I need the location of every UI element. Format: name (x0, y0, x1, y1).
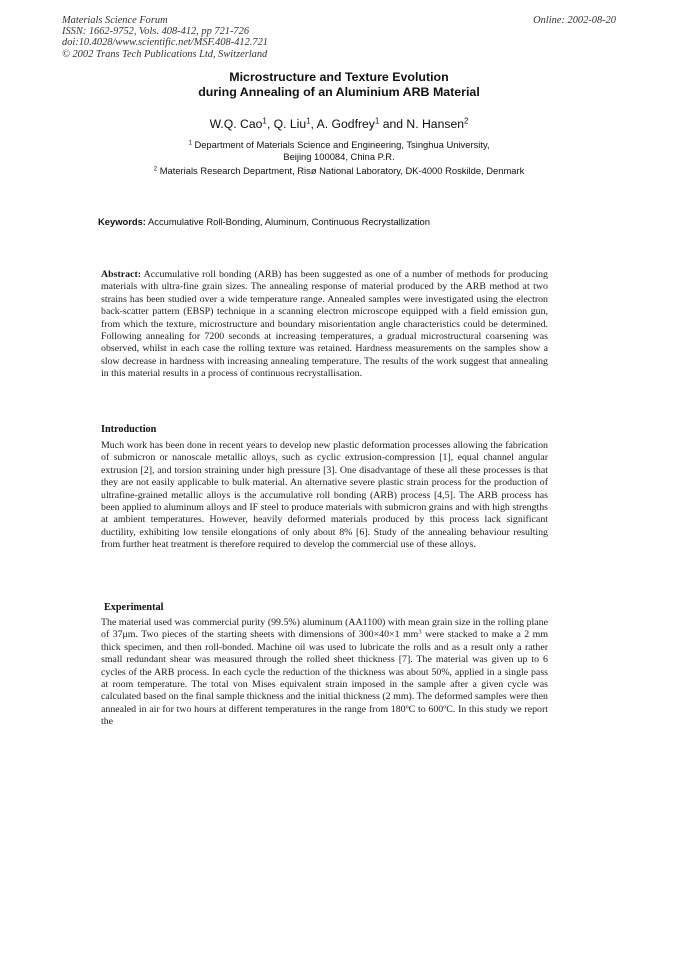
keywords-text: Accumulative Roll-Bonding, Aluminum, Continuous Recrystallization (145, 216, 430, 227)
author-name: Q. Liu (273, 117, 307, 131)
experimental-heading: Experimental (104, 602, 164, 613)
introduction-heading: Introduction (101, 424, 157, 435)
affiliation-marker: 1 (374, 116, 380, 126)
affiliation-marker: 1 (306, 116, 311, 126)
copyright-line: © 2002 Trans Tech Publications Ltd, Switzerland (62, 48, 268, 60)
journal-name: Materials Science Forum (62, 15, 168, 26)
author-list: W.Q. Cao$^1$, Q. Liu$^1$, A. Godfrey$^1$ and N. Hansen$^2$ (209, 116, 469, 131)
keywords-line (98, 216, 558, 227)
title-line-2: during Annealing of an Aluminium ARB Material (198, 85, 480, 99)
doi-line[interactable]: doi:10.4028/www.scientific.net/MSF.408-412.721 (62, 37, 268, 49)
experimental-paragraph: The material used was commercial purity (99.5%) aluminum (AA1100) with mean grain size in the rolling plane of 37μm. Two pieces of the starting sheets with dimensions of 300×40×1 $mm^3$ were stacked to make a 2 mm thick specimen, and then roll-bonded. Machine oil was used to lubricate the rolls and as a result only a rather small redundant shear was measured through the rolled sheet thickness [7]. The material was given up to 6 cycles of the ARB process. In each cycle the reduction of the thickness was about 50%, applied in a single pass at room temperature. The total von Mises equivalent strain imposed in the sample after a given cycle was calculated based on the final sample thickness and the initial thickness (2 mm). The deformed samples were then annealed in air for two hours at different temperatures in the range from 180ºC to 600ºC. In this study we report the (101, 617, 548, 728)
affiliation-2: $^2$ Materials Research Department, Risø National Laboratory, DK-4000 Roskilde, Denmark (153, 165, 525, 176)
keywords-label: Keywords: (98, 216, 146, 227)
affiliation-marker: 2 (464, 116, 469, 126)
superscript-3: 3 (418, 628, 422, 636)
affiliation-1: $^1$ Department of Materials Science and Engineering, Tsinghua University, Beijing 100084, China P.R. (188, 139, 490, 162)
title-line-1: Microstructure and Texture Evolution (229, 70, 449, 84)
author-name: A. Godfrey (316, 117, 375, 131)
issn-line: ISSN: 1662-9752, Vols. 408-412, pp 721-726 (62, 26, 250, 38)
affiliation-marker: 1 (262, 116, 267, 126)
journal-info (62, 15, 268, 60)
abstract-text: Accumulative roll bonding (ARB) has been suggested as one of a number of methods for producing materials with ultra-fine grain sizes. The annealing response of material produced by the ARB method at two strains has been studied over a wide temperature range. Annealed samples were investigated using the electron back-scatter pattern (EBSP) technique in a scanning electron microscope equipped with a field emission gun, from which the texture, microstructure and boundary misorientation angle characteristics could be determined. Following annealing for 7200 seconds at increasing temperatures, a gradual microstructural coarsening was observed, whilst in each case the rolling texture was retained. Hardness measurements on the samples show a slow decrease in hardness with increasing annealing temperature. The results of the work suggest that annealing in this material results in a process of continuous recrystallisation. (101, 269, 548, 380)
author-name: W.Q. Cao (209, 117, 263, 131)
author-name: N. Hansen (406, 117, 465, 131)
abstract-label: Abstract: (101, 269, 142, 280)
online-date: Online: 2002-08-20 (533, 15, 616, 26)
introduction-paragraph: Much work has been done in recent years to develop new plastic deformation processes allowing the fabrication of submicron or nanoscale metallic alloys, such as cyclic extrusion-compression [1], equal channel angular extrusion [2], and torsion straining under high pressure [3]. One disadvantage of these all these processes is that they are not easily applicable to bulk material. An alternative severe plastic strain process for the production of ultrafine-grained metallic alloys is the accumulative roll bonding (ARB) process [4,5]. The ARB process has been applied to aluminum alloys and IF steel to produce materials with submicron grains and with high strengths at ambient temperatures. However, heavily deformed materials produced by this process lack significant ductility, exhibiting low tensile elongations of only about 8% [6]. Study of the annealing behaviour resulting from further heat treatment is therefore required to develop the commercial use of these alloys. (101, 440, 548, 551)
paper-title (0, 70, 678, 100)
abstract-paragraph (101, 269, 548, 381)
